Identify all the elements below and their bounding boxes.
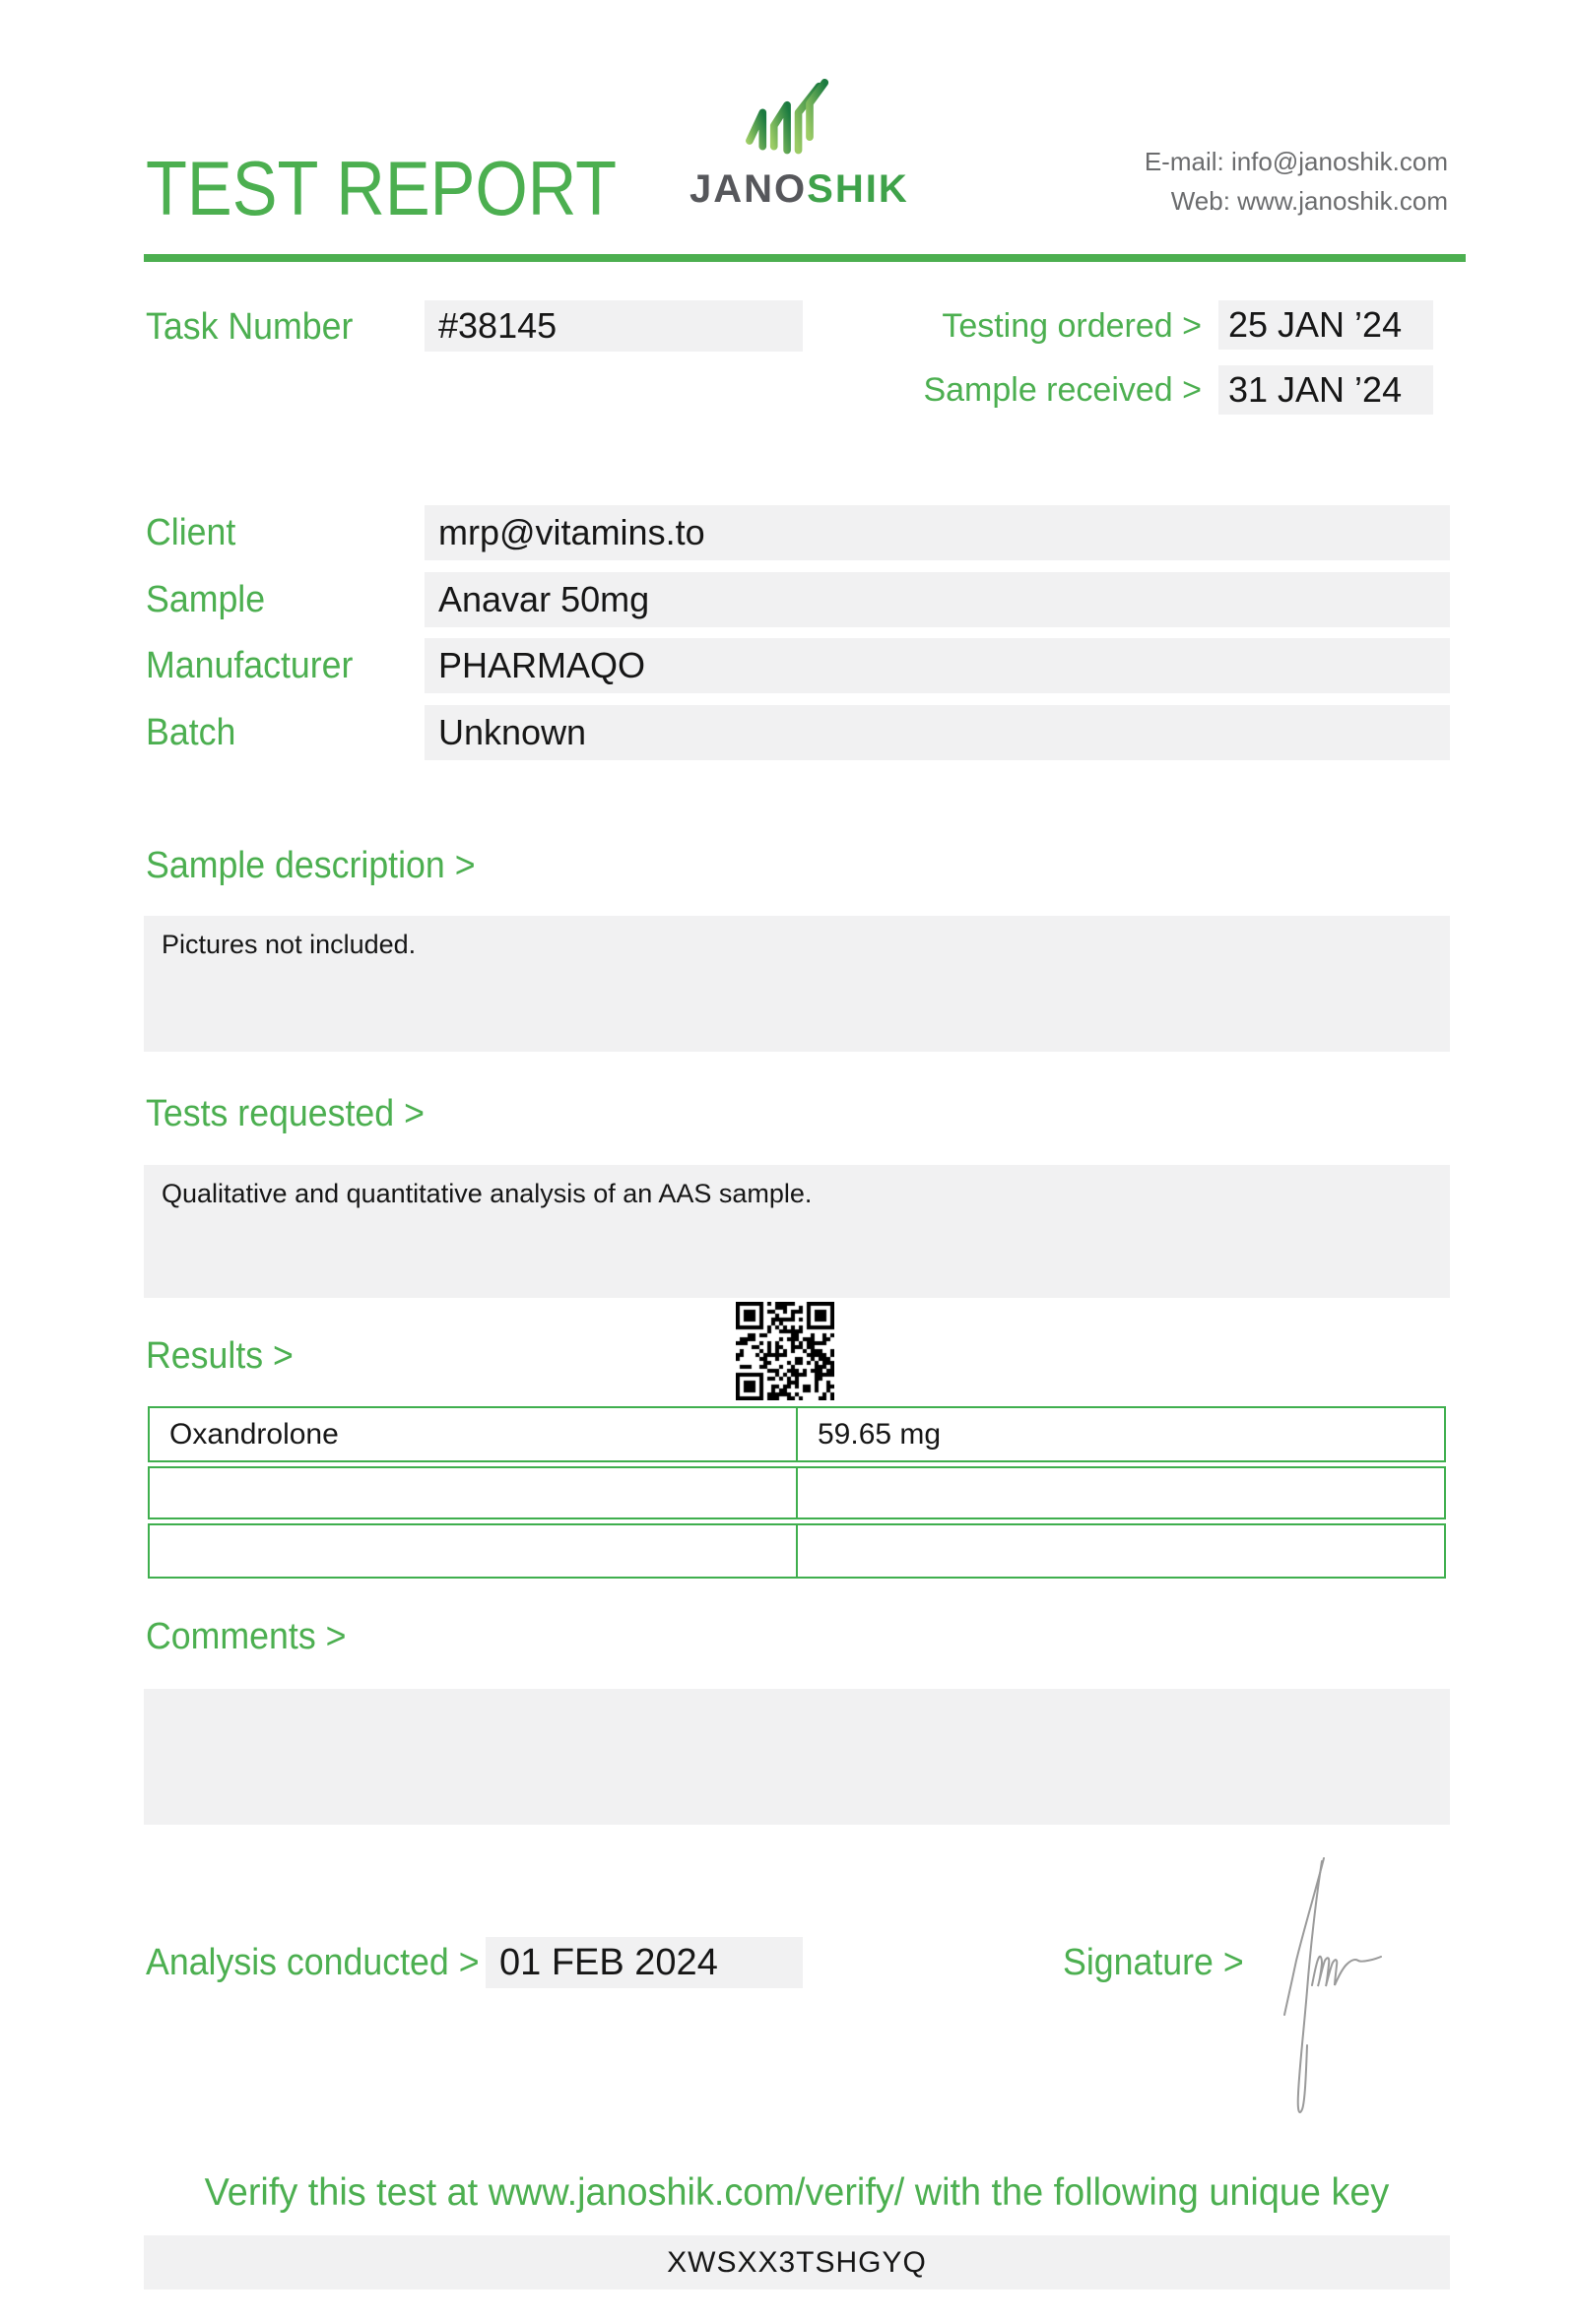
- contact-web: Web: www.janoshik.com: [1170, 186, 1448, 216]
- result-substance-cell: [150, 1468, 798, 1517]
- manufacturer-field: [425, 638, 1450, 693]
- analysis-date-field: [486, 1937, 803, 1988]
- result-amount-cell: [798, 1468, 1444, 1517]
- testing-ordered-value: 25 JAN ’24: [1228, 304, 1403, 345]
- task-number-value: #38145: [438, 305, 558, 346]
- results-table: [148, 1406, 1446, 1580]
- sample-received-field: [1218, 365, 1433, 415]
- client-label: Client: [146, 512, 236, 553]
- sample-value: Anavar 50mg: [438, 579, 650, 619]
- batch-field: [425, 705, 1450, 760]
- signature-image: [1266, 1856, 1463, 2142]
- tests-requested-text: Qualitative and quantitative analysis of an AAS sample.: [162, 1179, 813, 1208]
- task-number-label: Task Number: [146, 306, 354, 348]
- batch-label: Batch: [146, 712, 236, 753]
- logo-shik-text: SHIK: [807, 167, 909, 211]
- testing-ordered-field: [1218, 300, 1433, 350]
- sample-received-value: 31 JAN ’24: [1228, 369, 1403, 410]
- header-divider: [144, 254, 1466, 262]
- task-number-field: [425, 300, 803, 352]
- result-substance-cell: [150, 1525, 798, 1577]
- verify-key-value: XWSXX3TSHGYQ: [667, 2246, 927, 2279]
- client-value: mrp@vitamins.to: [438, 512, 705, 552]
- table-row: [148, 1406, 1446, 1462]
- sample-description-box: [144, 916, 1450, 1052]
- result-substance-cell: Oxandrolone: [150, 1408, 798, 1460]
- result-amount-cell: [798, 1525, 1444, 1577]
- logo-jano-text: JANO: [690, 167, 808, 211]
- contact-block: [1145, 142, 1448, 221]
- verify-instruction: Verify this test at www.janoshik.com/verify/ with the following unique key: [204, 2171, 1390, 2214]
- contact-email: E-mail: info@janoshik.com: [1144, 147, 1448, 176]
- results-heading: Results >: [146, 1335, 294, 1377]
- sample-description-text: Pictures not included.: [162, 930, 417, 959]
- result-amount-cell: 59.65 mg: [818, 1417, 942, 1451]
- sample-received-label: Sample received >: [923, 371, 1202, 409]
- testing-ordered-label: Testing ordered >: [942, 307, 1202, 345]
- comments-text: [144, 1689, 1450, 1712]
- analysis-date-value: 01 FEB 2024: [499, 1942, 718, 1983]
- batch-value: Unknown: [438, 712, 587, 752]
- table-row: [148, 1466, 1446, 1519]
- sample-description-heading: Sample description >: [146, 845, 476, 886]
- comments-box: [144, 1689, 1450, 1825]
- tests-requested-box: [144, 1165, 1450, 1298]
- qr-code: [736, 1302, 834, 1400]
- comments-heading: Comments >: [146, 1616, 347, 1657]
- manufacturer-value: PHARMAQO: [438, 645, 646, 685]
- logo-wordmark: [690, 167, 909, 211]
- page-title: TEST REPORT: [146, 145, 618, 231]
- manufacturer-label: Manufacturer: [146, 645, 354, 686]
- signature-label: Signature >: [1063, 1942, 1244, 1983]
- sample-label: Sample: [146, 579, 266, 620]
- verify-key-box: [144, 2235, 1450, 2290]
- analysis-conducted-label: Analysis conducted >: [146, 1942, 480, 1983]
- table-row: [148, 1523, 1446, 1579]
- sample-field: [425, 572, 1450, 627]
- logo-chart-growth-icon: [742, 79, 836, 161]
- tests-requested-heading: Tests requested >: [146, 1093, 425, 1134]
- client-field: [425, 505, 1450, 560]
